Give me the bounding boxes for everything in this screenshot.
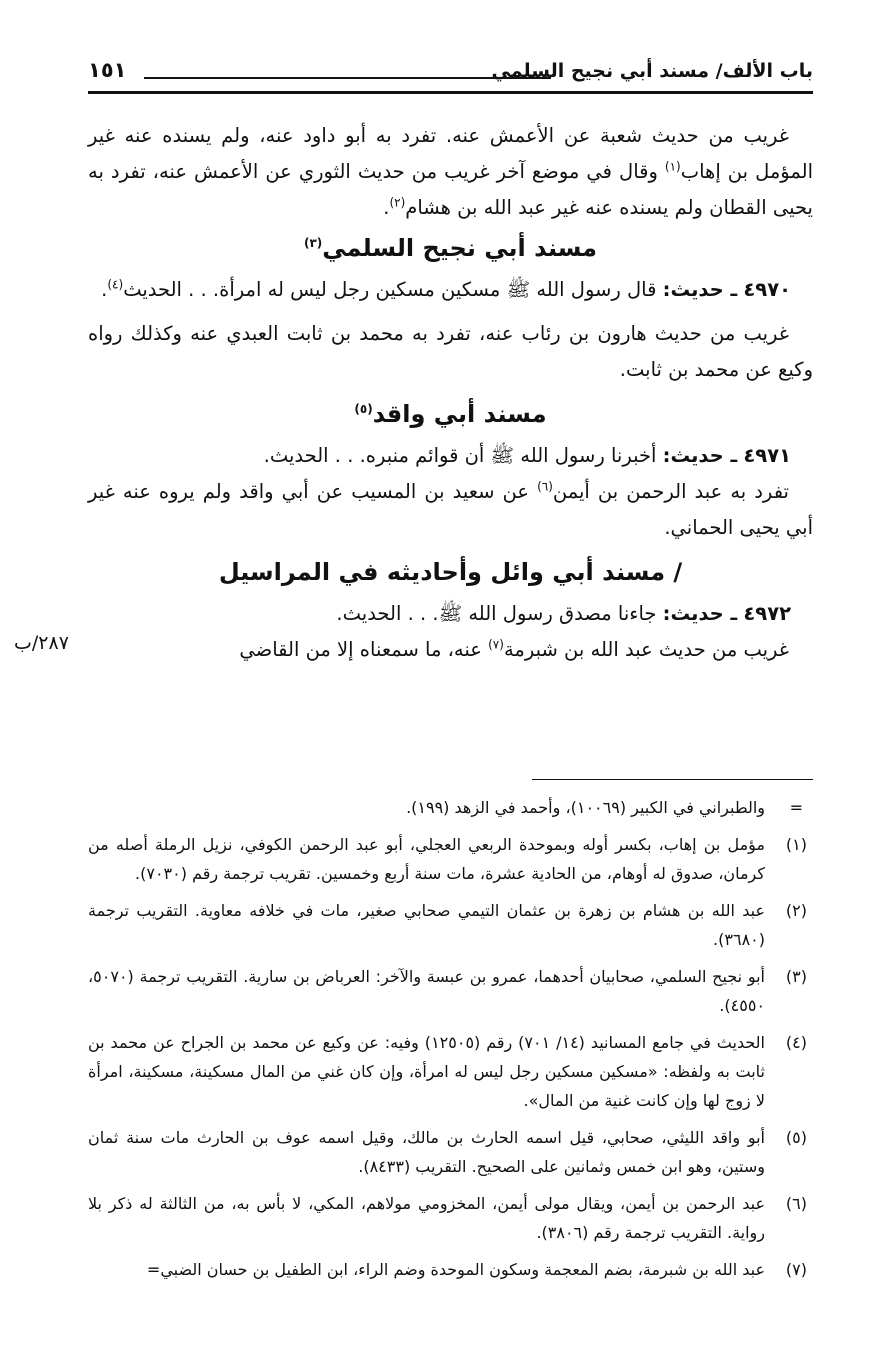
running-header (88, 50, 813, 90)
footnote-ref-7[interactable]: (٧) (488, 637, 504, 652)
paragraph-1: غريب من حديث شعبة عن الأعمش عنه. تفرد به أبو داود عنه، ولم يسنده عنه غير المؤمل بن إهاب$^{(١)}$ وقال في موضع آخر غريب من حديث الثوري عن الأعمش عنه، تفرد به يحيى القطان ولم يسنده عنه غير عبد الله بن هشام$^{(٢)}$. (88, 124, 813, 219)
paragraph-4: غريب من حديث عبد الله بن شبرمة$^{(٧)}$ عنه، ما سمعناه إلا من القاضي (239, 637, 789, 661)
main-text (88, 118, 813, 668)
footnote-4: (٤) الحديث في جامع المسانيد (١٤/ ٧٠١) رقم (١٢٥٠٥) وفيه: عن وكيع عن محمد بن الجراح عن محمد بن ثابت به ولفظه: «مسكين مسكين رجل ليس له امرأة، وإن كان غني من المال مسكينة، مسكينة، امرأة لا زوج لها وإن كانت غنية من المال». (88, 1028, 813, 1115)
hadith-4970: ٤٩٧٠ ـ حديث: قال رسول الله ﷺ مسكين مسكين رجل ليس له امرأة. . . الحديث$^{(٤)}$. (101, 277, 791, 301)
footnote-ref-2[interactable]: (٢) (389, 195, 406, 210)
header-title: باب الألف/ مسند أبي نجيح السلمي (491, 60, 813, 82)
footnote-7: (٧) عبد الله بن شبرمة، بضم المعجمة وسكون الموحدة وضم الراء، ابن الطفيل بن حسان الضبي= (88, 1255, 813, 1284)
manuscript-folio-note: ٢٨٧/ب (14, 632, 69, 654)
footnotes (88, 793, 813, 1292)
footnote-ref-1[interactable]: (١) (664, 159, 681, 174)
section-heading-abi-wail: / مسند أبي وائل وأحاديثه في المراسيل (218, 558, 683, 586)
hadith-keyword: ـ حديث: (662, 278, 738, 301)
header-leader-line (144, 77, 551, 79)
hadith-4971: ٤٩٧١ ـ حديث: أخبرنا رسول الله ﷺ أن قوائم منبره. . . الحديث. (263, 444, 791, 467)
footnote-ref-3[interactable]: (٣) (303, 236, 323, 250)
hadith-keyword: ـ حديث: (662, 444, 738, 467)
footnote-2: (٢) عبد الله بن هشام بن زهرة بن عثمان التيمي صحابي صغير، مات في خلافه معاوية. التقريب ترجمة (٣٦٨٠). (88, 896, 813, 954)
footnote-ref-5[interactable]: (٥) (354, 402, 373, 416)
hadith-number: ٤٩٧٢ (743, 602, 791, 625)
footnote-mark: (٥) (785, 1128, 807, 1147)
footnote-ref-6[interactable]: (٦) (537, 479, 553, 494)
hadith-number: ٤٩٧٠ (743, 278, 791, 301)
footnote-5: (٥) أبو واقد الليثي، صحابي، قيل اسمه الحارث بن مالك، وقيل اسمه عوف بن الحارث مات سنة ثمان وستين، وهو ابن خمس وثمانين على الصحيح. التقريب (٨٤٣٣). (88, 1123, 813, 1181)
footnote-mark: (٦) (785, 1194, 807, 1213)
hadith-number: ٤٩٧١ (743, 444, 791, 467)
hadith-4972: ٤٩٧٢ ـ حديث: جاءنا مصدق رسول الله ﷺ. . . الحديث. (336, 602, 791, 625)
page-number: ١٥١ (88, 58, 127, 82)
footnote-mark: (١) (785, 835, 807, 854)
paragraph-3: تفرد به عبد الرحمن بن أيمن$^{(٦)}$ عن سعيد بن المسيب عن أبي واقد ولم يروه عنه غير أبي يحيى الحماني. (88, 479, 813, 539)
footnote-mark: = (789, 798, 803, 817)
header-rule (88, 91, 813, 94)
footnote-3: (٣) أبو نجيح السلمي، صحابيان أحدهما، عمرو بن عبسة والآخر: العرباض بن سارية. التقريب ترجمة (٥٠٧٠، ٤٥٥٠). (88, 962, 813, 1020)
footnote-1: (١) مؤمل بن إهاب، بكسر أوله وبموحدة الربعي العجلي، أبو عبد الرحمن الكوفي، نزيل الرملة أصله من كرمان، صدوق له أوهام، من الحادية عشرة، مات سنة أربع وخمسين. تقريب ترجمة رقم (٧٠٣٠). (88, 830, 813, 888)
footnote-mark: (٤) (785, 1033, 807, 1052)
footnote-6: (٦) عبد الرحمن بن أيمن، ويقال مولى أيمن، المخزومي مولاهم، المكي، لا بأس به، من الثالثة له ذكر بلا رواية. التقريب ترجمة رقم (٣٨٠٦). (88, 1189, 813, 1247)
paragraph-2: غريب من حديث هارون بن رئاب عنه، تفرد به محمد بن ثابت العبدي عنه وكذلك رواه وكيع عن محمد بن ثابت. (88, 322, 813, 381)
footnote-mark: (٧) (785, 1260, 807, 1279)
hadith-keyword: ـ حديث: (662, 602, 738, 625)
section-heading-abi-waqid: مسند أبي واقد$^{(٥)}$ (354, 400, 547, 428)
footnote-separator (532, 779, 813, 780)
footnote-mark: (٣) (785, 967, 807, 986)
section-heading-abi-najih: مسند أبي نجيح السلمي$^{(٣)}$ (303, 234, 598, 262)
footnote-continuation: = والطبراني في الكبير (١٠٠٦٩)، وأحمد في الزهد (١٩٩). (88, 793, 813, 822)
footnote-mark: (٢) (785, 901, 807, 920)
footnote-ref-4[interactable]: (٤) (107, 277, 124, 292)
